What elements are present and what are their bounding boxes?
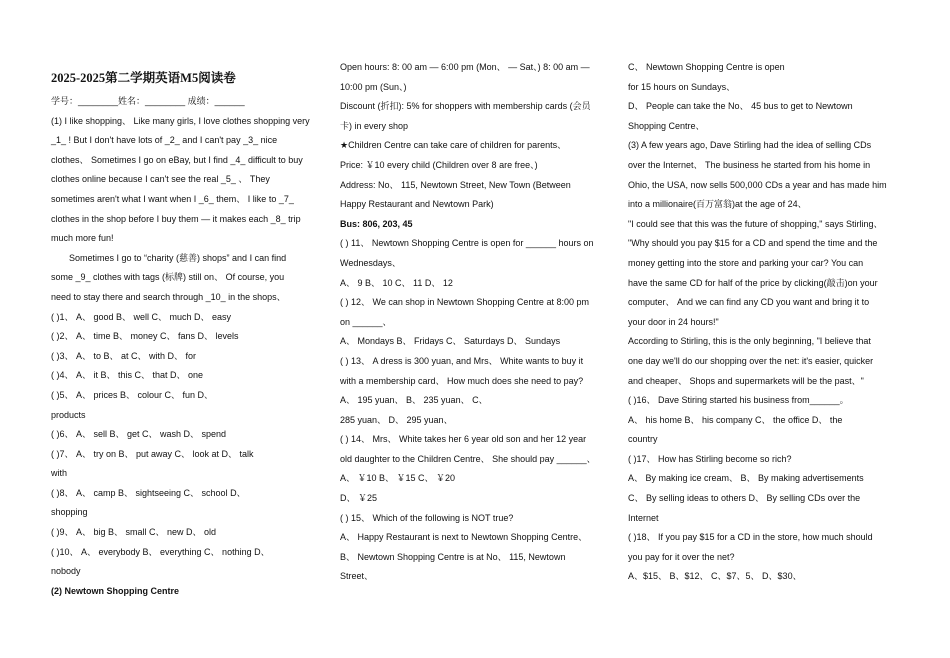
text-line: Sometimes I go to “charity (慈善) shops” and I can find xyxy=(69,252,287,263)
text-line: D、 People can take the No、 45 bus to get to Newtown xyxy=(628,101,853,112)
text-line: A、 his home B、 his company C、 the office D、 the xyxy=(628,414,843,425)
text-line: for 15 hours on Sundays、 xyxy=(628,81,736,92)
text-line: 卡) in every shop xyxy=(340,120,409,131)
text-line: money getting into the store and parking your car? You can xyxy=(628,257,864,268)
column-middle xyxy=(340,58,614,587)
text-line: sometimes aren't what I want when I _6_ them、 I like to _7_ xyxy=(51,193,294,204)
column-left xyxy=(51,92,323,601)
text-line: 10:00 pm (Sun、) xyxy=(340,81,407,92)
text-line: shopping xyxy=(51,507,88,518)
text-line: over the Internet、 The business he started from his home in xyxy=(628,159,871,170)
text-line: A、 Happy Restaurant is next to Newtown Shopping Centre、 xyxy=(340,532,588,543)
text-line: Wednesdays、 xyxy=(340,257,401,268)
text-line: you pay for it over the net? xyxy=(628,551,735,562)
text-line: on ______、 xyxy=(340,316,392,327)
text-line: 学号：________姓名：________ 成绩：______ xyxy=(51,96,245,106)
text-line: According to Stirling, this is the only beginning, "I believe that xyxy=(628,336,871,347)
text-line: C、 By selling ideas to others D、 By selling CDs over the xyxy=(628,493,861,504)
text-line: B、 Newtown Shopping Centre is at No、 115, Newtown xyxy=(340,551,566,562)
text-line: A、 195 yuan、 B、 235 yuan、 C、 xyxy=(340,395,488,406)
text-line: into a millionaire(百万富翁)at the age of 24、 xyxy=(628,199,807,210)
column-right xyxy=(628,58,896,587)
text-line: Shopping Centre、 xyxy=(628,120,705,131)
text-line: "Why should you pay $15 for a CD and spend the time and the xyxy=(628,238,878,249)
text-line: ( )7、 A、 try on B、 put away C、 look at D、 talk xyxy=(51,448,254,459)
page-title: 2025-2025第二学期英语M5阅读卷 xyxy=(51,71,236,85)
text-line: Happy Restaurant and Newtown Park) xyxy=(340,199,494,210)
text-line: ( ) 14、 Mrs、 White takes her 6 year old son and her 12 year xyxy=(340,434,587,445)
text-line: much more fun! xyxy=(51,233,114,244)
text-line: A、$15、 B、$12、 C、$7、5、 D、$30、 xyxy=(628,571,802,582)
text-line: Open hours: 8: 00 am — 6:00 pm (Mon、 — Sat、) 8: 00 am — xyxy=(340,62,590,72)
text-line: Internet xyxy=(628,512,659,523)
text-line: with xyxy=(51,468,68,479)
text-line: ( )6、 A、 sell B、 get C、 wash D、 spend xyxy=(51,429,227,440)
text-line: D、 ￥25 xyxy=(340,493,378,504)
text-line: ★Children Centre can take care of children for parents、 xyxy=(340,140,567,151)
text-line: ( )4、 A、 it B、 this C、 that D、 one xyxy=(51,370,204,381)
text-line: with a membership card、 How much does she need to pay? xyxy=(340,375,584,386)
text-line: Ohio, the USA, now sells 500,000 CDs a year and has made him xyxy=(628,179,887,190)
text-line: ( ) 15、 Which of the following is NOT true? xyxy=(340,512,514,523)
text-line: ( )8、 A、 camp B、 sightseeing C、 school D、 xyxy=(51,487,246,498)
text-line: ( )5、 A、 prices B、 colour C、 fun D、 xyxy=(51,389,214,400)
text-line: your door in 24 hours!" xyxy=(628,316,719,327)
text-line: "I could see that this was the future of shopping," says Stirling、 xyxy=(628,218,883,229)
text-line: Price: ￥10 every child (Children over 8 are free、) xyxy=(340,159,538,170)
text-line: Street、 xyxy=(340,571,374,582)
text-line: _1_ ! But I don't have lots of _2_ and I can't pay _3_ nice xyxy=(51,135,278,146)
text-line: ( )3、 A、 to B、 at C、 with D、 for xyxy=(51,350,197,361)
text-line: C、 Newtown Shopping Centre is open xyxy=(628,62,785,72)
text-line: and cheaper、 Shops and supermarkets will be the past、" xyxy=(628,375,864,386)
text-line: ( ) 11、 Newtown Shopping Centre is open for ______ hours on xyxy=(340,238,594,249)
text-line: clothes online because I can't see the real _5_ 、 They xyxy=(51,174,270,185)
text-line: A、 By making ice cream、 B、 By making advertisements xyxy=(628,473,864,484)
text-line: A、 9 B、 10 C、 11 D、 12 xyxy=(340,277,453,288)
text-line: country xyxy=(628,434,658,445)
text-line: have the same CD for half of the price by clicking(敲击)on your xyxy=(628,277,878,288)
text-line: ( )16、 Dave Stiring started his business from______。 xyxy=(628,395,849,406)
text-line: Bus: 806, 203, 45 xyxy=(340,218,413,229)
text-line: nobody xyxy=(51,566,81,577)
text-line: clothes in the shop before I buy them — it makes each _8_ trip xyxy=(51,213,301,224)
text-line: A、 ￥10 B、 ￥15 C、 ￥20 xyxy=(340,473,456,484)
text-line: A、 Mondays B、 Fridays C、 Saturdays D、 Sundays xyxy=(340,336,561,347)
text-line: products xyxy=(51,409,86,420)
text-line: ( )2、 A、 time B、 money C、 fans D、 levels xyxy=(51,331,239,342)
text-line: Discount (折扣): 5% for shoppers with membership cards (会员 xyxy=(340,101,591,112)
text-line: ( )1、 A、 good B、 well C、 much D、 easy xyxy=(51,311,232,322)
text-line: computer、 And we can find any CD you want and bring it to xyxy=(628,297,870,308)
text-line: clothes、 Sometimes I go on eBay, but I find _4_ difficult to buy xyxy=(51,154,303,165)
text-line: (1) I like shopping、 Like many girls, I love clothes shopping very xyxy=(51,115,310,126)
text-line: ( ) 12、 We can shop in Newtown Shopping Centre at 8:00 pm xyxy=(340,297,589,308)
text-line: some _9_ clothes with tags (标牌) still on、 Of course, you xyxy=(51,272,285,283)
text-line: one day we'll do our shopping over the net: it's easier, quicker xyxy=(628,355,874,366)
text-line: 285 yuan、 D、 295 yuan、 xyxy=(340,414,453,425)
text-line: need to stay there and search through _10_ in the shops、 xyxy=(51,291,286,302)
text-line: ( ) 13、 A dress is 300 yuan, and Mrs、 White wants to buy it xyxy=(340,355,584,366)
text-line: (2) Newtown Shopping Centre xyxy=(51,585,179,596)
text-line: Address: No、 115, Newtown Street, New Town (Between xyxy=(340,179,571,190)
text-line: (3) A few years ago, Dave Stirling had the idea of selling CDs xyxy=(628,140,872,151)
text-line: ( )9、 A、 big B、 small C、 new D、 old xyxy=(51,527,217,538)
text-line: ( )18、 If you pay $15 for a CD in the store, how much should xyxy=(628,532,873,543)
text-line: ( )10、 A、 everybody B、 everything C、 nothing D、 xyxy=(51,546,270,557)
text-line: ( )17、 How has Stirling become so rich? xyxy=(628,453,792,464)
text-line: old daughter to the Children Centre、 She should pay ______、 xyxy=(340,453,596,464)
